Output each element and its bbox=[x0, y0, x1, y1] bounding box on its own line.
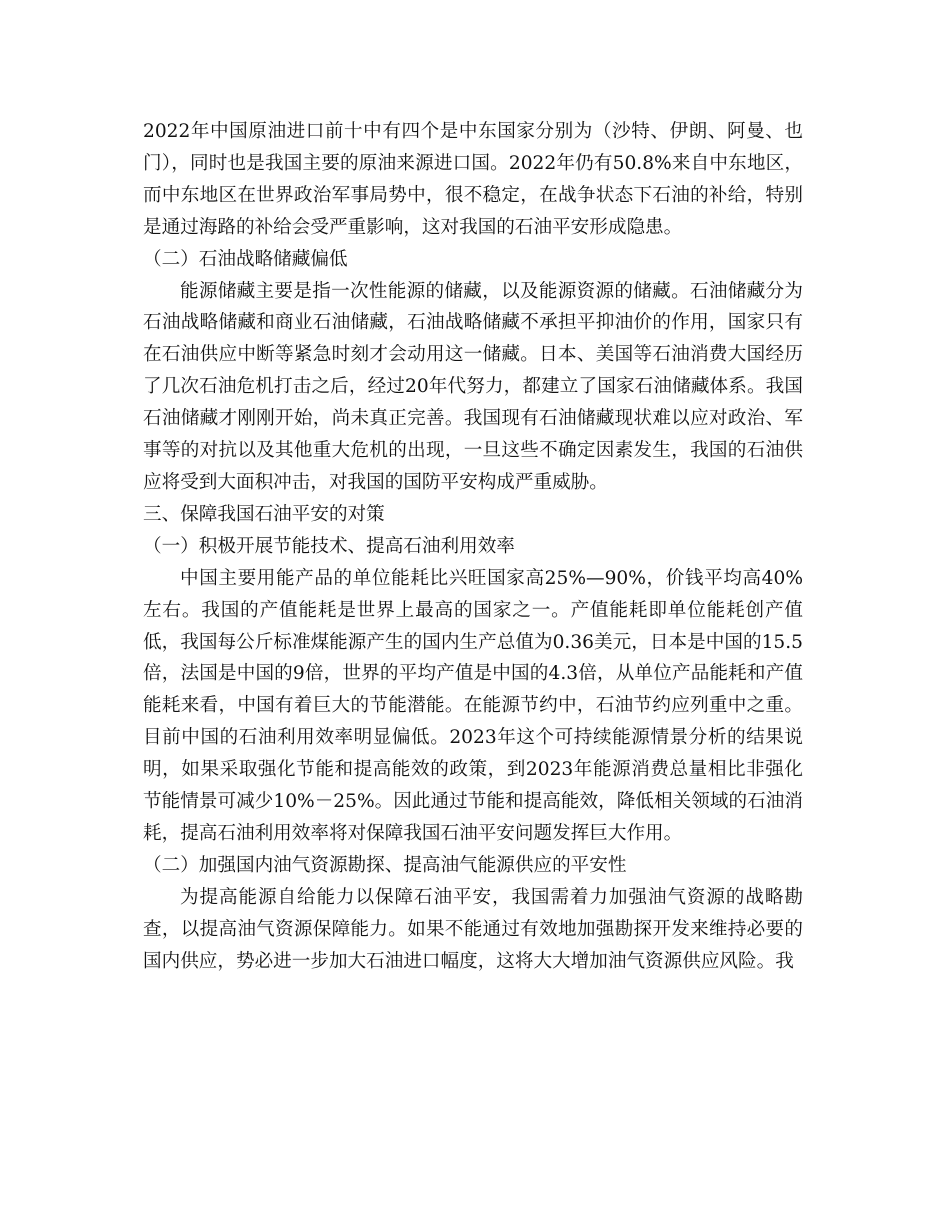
heading-countermeasures: 三、保障我国石油平安的对策 bbox=[143, 503, 385, 525]
paragraph-middle-east-imports: 2022年中国原油进口前十中有四个是中东国家分别为（沙特、伊朗、阿曼、也门），同时也是我国主要的原油来源进口国。2022年仍有50.8%来自中东地区，而中东地区在世界政治军事局势中，很不稳定，在战争状态下石油的补给，特别是通过海路的补给会受严重影响，这对我国的石油平安形成隐患。 bbox=[143, 121, 803, 238]
heading-oil-reserve-low: （二）石油战略储藏偏低 bbox=[143, 248, 348, 270]
paragraph-exploration: 为提高能源自给能力以保障石油平安，我国需着力加强油气资源的战略勘查，以提高油气资源保障能力。如果不能通过有效地加强勘探开发来维持必要的国内供应，势必进一步加大石油进口幅度，这将大大增加油气资源供应风险。我 bbox=[143, 886, 803, 972]
heading-energy-saving: （一）积极开展节能技术、提高石油利用效率 bbox=[143, 535, 515, 557]
paragraph-energy-reserves: 能源储藏主要是指一次性能源的储藏，以及能源资源的储藏。石油储藏分为石油战略储藏和商业石油储藏，石油战略储藏不承担平抑油价的作用，国家只有在石油供应中断等紧急时刻才会动用这一储藏。日本、美国等石油消费大国经历了几次石油危机打击之后，经过20年代努力，都建立了国家石油储藏体系。我国石油储藏才刚刚开始，尚未真正完善。我国现有石油储藏现状难以应对政治、军事等的对抗以及其他重大危机的出现，一旦这些不确定因素发生，我国的石油供应将受到大面积冲击，对我国的国防平安构成严重威胁。 bbox=[143, 280, 803, 493]
document-body bbox=[143, 116, 803, 977]
heading-domestic-exploration: （二）加强国内油气资源勘探、提高油气能源供应的平安性 bbox=[143, 854, 627, 876]
paragraph-energy-efficiency: 中国主要用能产品的单位能耗比兴旺国家高25%—90%，价钱平均高40%左右。我国的产值能耗是世界上最高的国家之一。产值能耗即单位能耗创产值低，我国每公斤标准煤能源产生的国内生产总值为0.36美元，日本是中国的15.5倍，法国是中国的9倍，世界的平均产值是中国的4.3倍，从单位产品能耗和产值能耗来看，中国有着巨大的节能潜能。在能源节约中，石油节约应列重中之重。目前中国的石油利用效率明显偏低。2023年这个可持续能源情景分析的结果说明，如果采取强化节能和提高能效的政策，到2023年能源消费总量相比非强化节能情景可减少10%－25%。因此通过节能和提高能效，降低相关领域的石油消耗，提高石油利用效率将对保障我国石油平安问题发挥巨大作用。 bbox=[143, 567, 803, 844]
